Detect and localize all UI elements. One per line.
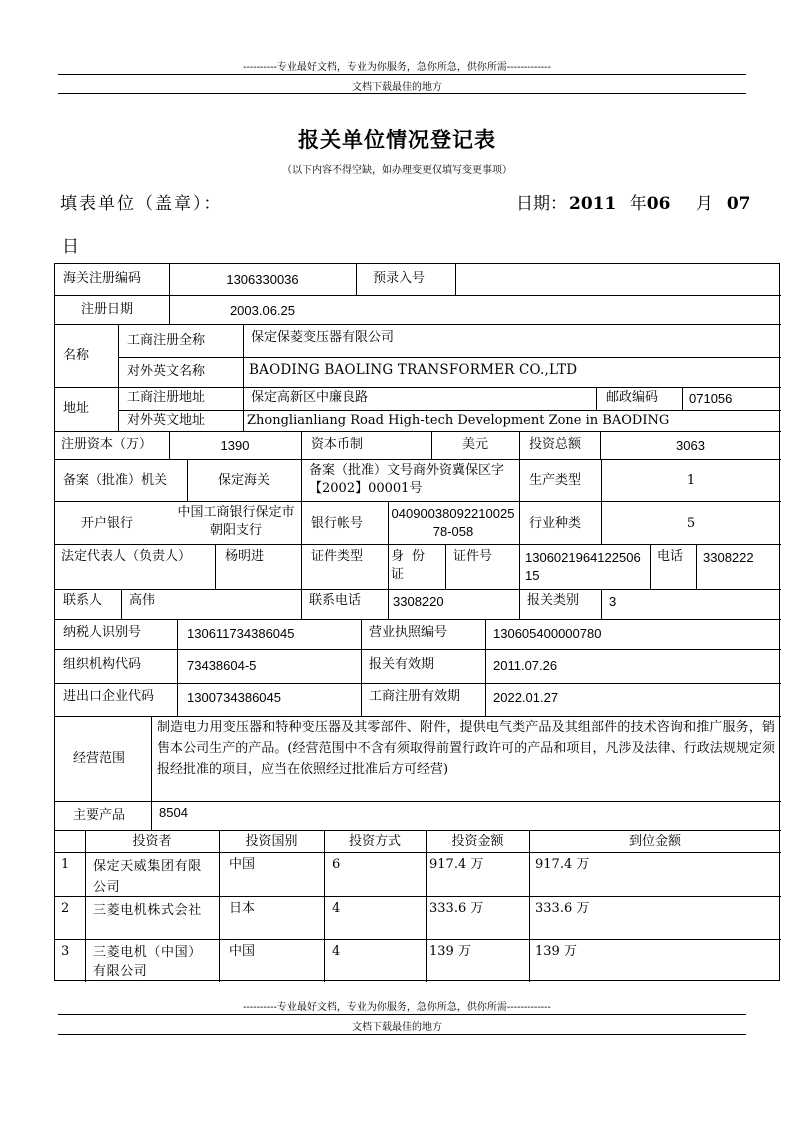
total-investment: 3063 bbox=[676, 438, 705, 453]
document-subtitle: （以下内容不得空缺，如办理变更仅填写变更事项） bbox=[282, 165, 512, 176]
date-month-unit: 月 bbox=[695, 194, 713, 214]
page-header-slogan: ----------专业最好文档，专业为你服务，急你所急，供你所需------------- bbox=[243, 62, 551, 73]
investor-row-no: 2 bbox=[61, 901, 70, 916]
ie-code-label: 进出口企业代码 bbox=[63, 689, 155, 704]
ic-validity: 2022.01.27 bbox=[493, 690, 559, 705]
contact-label: 联系人 bbox=[63, 593, 103, 608]
declaration-category-label: 报关类别 bbox=[527, 593, 580, 608]
main-product: 8504 bbox=[159, 805, 188, 820]
investor-header-method: 投资方式 bbox=[348, 834, 401, 849]
id-no: 130602196412250615 bbox=[525, 550, 641, 583]
en-address: Zhonglianliang Road High-tech Development Zone in BAODING bbox=[247, 413, 670, 428]
total-investment-label: 投资总额 bbox=[529, 437, 582, 452]
postcode-label: 邮政编码 bbox=[606, 390, 659, 405]
industry-type: 5 bbox=[686, 516, 696, 531]
date-line bbox=[516, 189, 750, 214]
currency-label: 资本币制 bbox=[311, 437, 364, 452]
license-no-label: 营业执照编号 bbox=[369, 625, 448, 640]
investor-header-amount: 投资金额 bbox=[451, 834, 504, 849]
filing-authority: 保定海关 bbox=[217, 473, 270, 488]
date-day-unit: 日 bbox=[62, 237, 79, 257]
en-name: BAODING BAOLING TRANSFORMER CO.,LTD bbox=[249, 362, 578, 378]
id-no-label: 证件号 bbox=[453, 549, 493, 564]
org-code-label: 组织机构代码 bbox=[63, 657, 142, 672]
customs-reg-code: 1306330036 bbox=[226, 272, 299, 287]
currency: 美元 bbox=[461, 437, 488, 452]
customs-reg-code-label: 海关注册编码 bbox=[63, 271, 142, 286]
investor-header-paid: 到位金额 bbox=[628, 834, 681, 849]
investor-row-country: 中国 bbox=[229, 944, 256, 959]
investor-row-method: 4 bbox=[332, 944, 341, 959]
reg-capital: 1390 bbox=[220, 438, 250, 453]
footer-divider-bottom bbox=[58, 1034, 746, 1035]
declaration-validity: 2011.07.26 bbox=[493, 658, 558, 673]
page-footer-slogan: ----------专业最好文档，专业为你服务，急你所急，供你所需------------- bbox=[243, 1002, 551, 1013]
investor-row-country: 中国 bbox=[229, 857, 256, 872]
business-scope-label: 经营范围 bbox=[73, 751, 126, 766]
contact-phone: 3308220 bbox=[393, 594, 444, 609]
bank: 中国工商银行保定市朝阳支行 bbox=[177, 505, 295, 538]
registration-form bbox=[54, 263, 780, 981]
investor-row-paid: 139 万 bbox=[535, 944, 577, 959]
date-month: 06 bbox=[646, 194, 671, 214]
investor-header-name: 投资者 bbox=[132, 834, 172, 849]
bank-account: 0409003809221002578-058 bbox=[391, 506, 515, 539]
investor-row-method: 4 bbox=[332, 901, 341, 916]
date-day: 07 bbox=[726, 194, 751, 214]
header-divider bbox=[58, 74, 746, 75]
investor-row-amount: 333.6 万 bbox=[429, 901, 484, 916]
declaration-category: 3 bbox=[609, 594, 617, 609]
date-label: 日期： bbox=[516, 194, 567, 214]
date-year: 2011 bbox=[569, 194, 617, 214]
production-type-label: 生产类型 bbox=[529, 473, 582, 488]
investor-row-amount: 139 万 bbox=[429, 944, 471, 959]
production-type: 1 bbox=[686, 473, 696, 488]
investor-row-no: 1 bbox=[61, 857, 70, 872]
investor-row-no: 3 bbox=[61, 944, 70, 959]
reg-date-label: 注册日期 bbox=[81, 302, 134, 317]
id-type: 身份证 bbox=[391, 549, 434, 582]
contact-phone-label: 联系电话 bbox=[309, 593, 362, 608]
filing-doc: 商外资冀保区字【2002】00001号 bbox=[309, 463, 505, 496]
ie-code: 1300734386045 bbox=[187, 690, 281, 705]
investor-row-name: 保定天威集团有限公司 bbox=[93, 859, 202, 895]
id-type-label: 证件类型 bbox=[311, 549, 364, 564]
ic-full-name: 保定保菱变压器有限公司 bbox=[251, 330, 395, 345]
footer-divider bbox=[58, 1014, 746, 1015]
page-footer-subtitle: 文档下载最佳的地方 bbox=[352, 1022, 442, 1033]
legal-rep: 杨明进 bbox=[225, 549, 265, 564]
investor-row-method: 6 bbox=[332, 857, 341, 872]
header-divider-bottom bbox=[58, 93, 746, 94]
page-header-subtitle: 文档下载最佳的地方 bbox=[352, 82, 442, 93]
pre-entry-no-label: 预录入号 bbox=[373, 271, 426, 286]
en-address-label: 对外英文地址 bbox=[127, 413, 206, 428]
phone: 3308222 bbox=[703, 550, 754, 565]
ic-validity-label: 工商注册有效期 bbox=[369, 689, 461, 704]
license-no: 130605400000780 bbox=[493, 626, 602, 641]
bank-label: 开户银行 bbox=[81, 516, 134, 531]
date-year-unit: 年 bbox=[629, 194, 647, 214]
document-title: 报关单位情况登记表 bbox=[298, 127, 496, 152]
declaration-validity-label: 报关有效期 bbox=[369, 657, 435, 672]
ic-full-name-label: 工商注册全称 bbox=[127, 333, 206, 348]
investor-row-paid: 333.6 万 bbox=[535, 901, 590, 916]
investor-row-country: 日本 bbox=[229, 901, 256, 916]
investor-row-amount: 917.4 万 bbox=[429, 857, 484, 872]
taxpayer-id: 130611734386045 bbox=[187, 626, 295, 641]
investor-header-country: 投资国别 bbox=[245, 834, 298, 849]
ic-address-label: 工商注册地址 bbox=[127, 390, 206, 405]
reg-capital-label: 注册资本（万） bbox=[61, 437, 153, 452]
filing-doc-number bbox=[309, 462, 515, 498]
filing-doc-label: 备案（批准）文号 bbox=[309, 463, 414, 478]
taxpayer-id-label: 纳税人识别号 bbox=[63, 625, 142, 640]
org-code: 73438604-5 bbox=[187, 658, 257, 673]
ic-address: 保定高新区中廉良路 bbox=[251, 390, 369, 405]
investor-row-name: 三菱电机（中国）有限公司 bbox=[93, 945, 202, 979]
address-label: 地址 bbox=[63, 401, 90, 416]
investor-row-paid: 917.4 万 bbox=[535, 857, 590, 872]
main-product-label: 主要产品 bbox=[73, 808, 126, 823]
name-label: 名称 bbox=[63, 348, 90, 363]
fill-unit-label: 填表单位（盖章）： bbox=[60, 194, 223, 214]
legal-rep-label: 法定代表人（负责人） bbox=[61, 549, 192, 564]
industry-type-label: 行业种类 bbox=[529, 516, 582, 531]
en-name-label: 对外英文名称 bbox=[127, 364, 206, 379]
investor-row-name: 三菱电机株式会社 bbox=[93, 903, 202, 918]
contact: 高伟 bbox=[129, 593, 156, 608]
filing-authority-label: 备案（批准）机关 bbox=[63, 473, 168, 488]
business-scope: 制造电力用变压器和特种变压器及其零部件、附件，提供电气类产品及其组部件的技术咨询和推广服务，销售本公司生产的产品。(经营范围中不含有须取得前置行政许可的产品和项目，凡涉及法律、行政法规规定须报经批准的项目，应当在依照经过批准后方可经营) bbox=[157, 720, 775, 777]
bank-account-label: 银行帐号 bbox=[311, 516, 364, 531]
reg-date: 2003.06.25 bbox=[229, 303, 296, 318]
postcode: 071056 bbox=[689, 391, 733, 406]
phone-label: 电话 bbox=[657, 549, 684, 564]
